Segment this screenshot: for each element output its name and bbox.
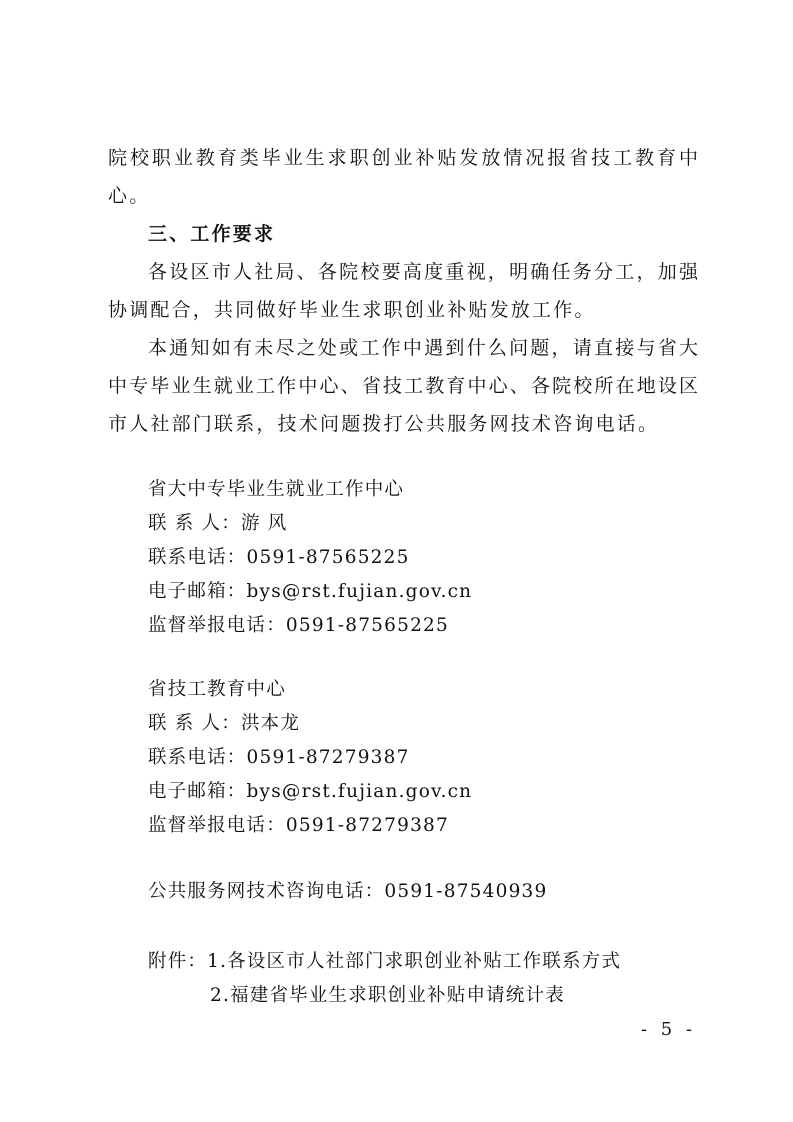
- contact-report-phone: 监督举报电话：0591-87565225: [148, 615, 449, 636]
- section-heading: 三、工作要求: [148, 223, 276, 245]
- paragraph-line: 市人社部门联系，技术问题拨打公共服务网技术咨询电话。: [108, 413, 660, 435]
- paragraph-line: 心。: [108, 185, 151, 207]
- tech-support-phone: 公共服务网技术咨询电话：0591-87540939: [148, 881, 548, 902]
- paragraph-line: 本通知如有未尽之处或工作中遇到什么问题，请直接与省大: [148, 337, 698, 359]
- paragraph-line: 各设区市人社局、各院校要高度重视，明确任务分工，加强: [148, 261, 698, 283]
- contact-person: 联 系 人：游 风: [148, 513, 288, 534]
- contact-email: 电子邮箱：bys@rst.fujian.gov.cn: [148, 581, 473, 602]
- contact-report-phone: 监督举报电话：0591-87279387: [148, 815, 449, 836]
- contact-phone: 联系电话：0591-87279387: [148, 747, 410, 768]
- contact-org: 省大中专毕业生就业工作中心: [148, 479, 405, 500]
- contact-person: 联 系 人：洪本龙: [148, 713, 301, 734]
- contact-org: 省技工教育中心: [148, 679, 286, 700]
- attachment-item-1: 附件：1.各设区市人社部门求职创业补贴工作联系方式: [148, 951, 622, 972]
- attachment-item-2: 2.福建省毕业生求职创业补贴申请统计表: [210, 985, 565, 1006]
- page-number: - 5 -: [641, 1019, 697, 1040]
- paragraph-line: 院校职业教育类毕业生求职创业补贴发放情况报省技工教育中: [108, 147, 698, 169]
- contact-phone: 联系电话：0591-87565225: [148, 547, 410, 568]
- paragraph-line: 中专毕业生就业工作中心、省技工教育中心、各院校所在地设区: [108, 375, 698, 397]
- paragraph-line: 协调配合，共同做好毕业生求职创业补贴发放工作。: [108, 299, 596, 321]
- contact-email: 电子邮箱：bys@rst.fujian.gov.cn: [148, 781, 473, 802]
